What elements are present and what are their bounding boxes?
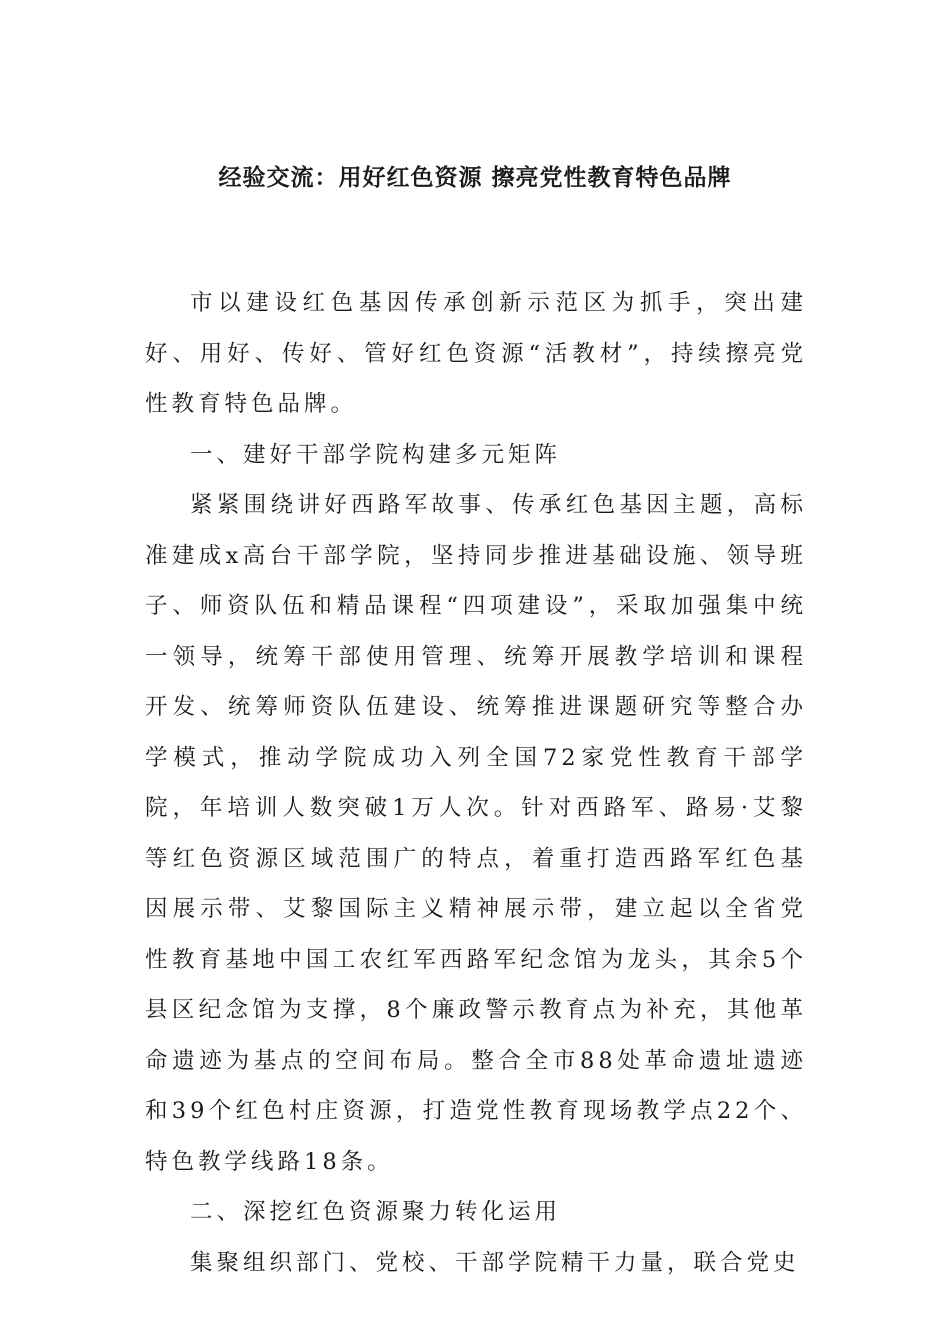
section-1-paragraph: 紧紧围绕讲好西路军故事、传承红色基因主题，高标准建成x高台干部学院，坚持同步推进基础设施、领导班子、师资队伍和精品课程“四项建设”，采取加强集中统一领导，统筹干部使用管理、统筹开展教学培训和课程开发、统筹师资队伍建设、统筹推进课题研究等整合办学模式，推动学院成功入列全国72家党性教育干部学院，年培训人数突破1万人次。针对西路军、路易·艾黎等红色资源区域范围广的特点，着重打造西路军红色基因展示带、艾黎国际主义精神展示带，建立起以全省党性教育基地中国工农红军西路军纪念馆为龙头，其余5个县区纪念馆为支撑，8个廉政警示教育点为补充，其他革命遗迹为基点的空间布局。整合全市88处革命遗址遗迹和39个红色村庄资源，打造党性教育现场教学点22个、特色教学线路18条。	[145, 492, 807, 1175]
document-body	[145, 278, 807, 1288]
section-2-paragraph: 集聚组织部门、党校、干部学院精干力量，联合党史	[190, 1249, 800, 1276]
document-title: 经验交流：用好红色资源 擦亮党性教育特色品牌	[218, 164, 732, 191]
section-heading-2: 二、深挖红色资源聚力转化运用	[190, 1199, 562, 1225]
section-heading-1: 一、建好干部学院构建多元矩阵	[190, 441, 562, 468]
intro-paragraph: 市以建设红色基因传承创新示范区为抓手，突出建好、用好、传好、管好红色资源“活教材”，持续擦亮党性教育特色品牌。	[145, 290, 807, 417]
